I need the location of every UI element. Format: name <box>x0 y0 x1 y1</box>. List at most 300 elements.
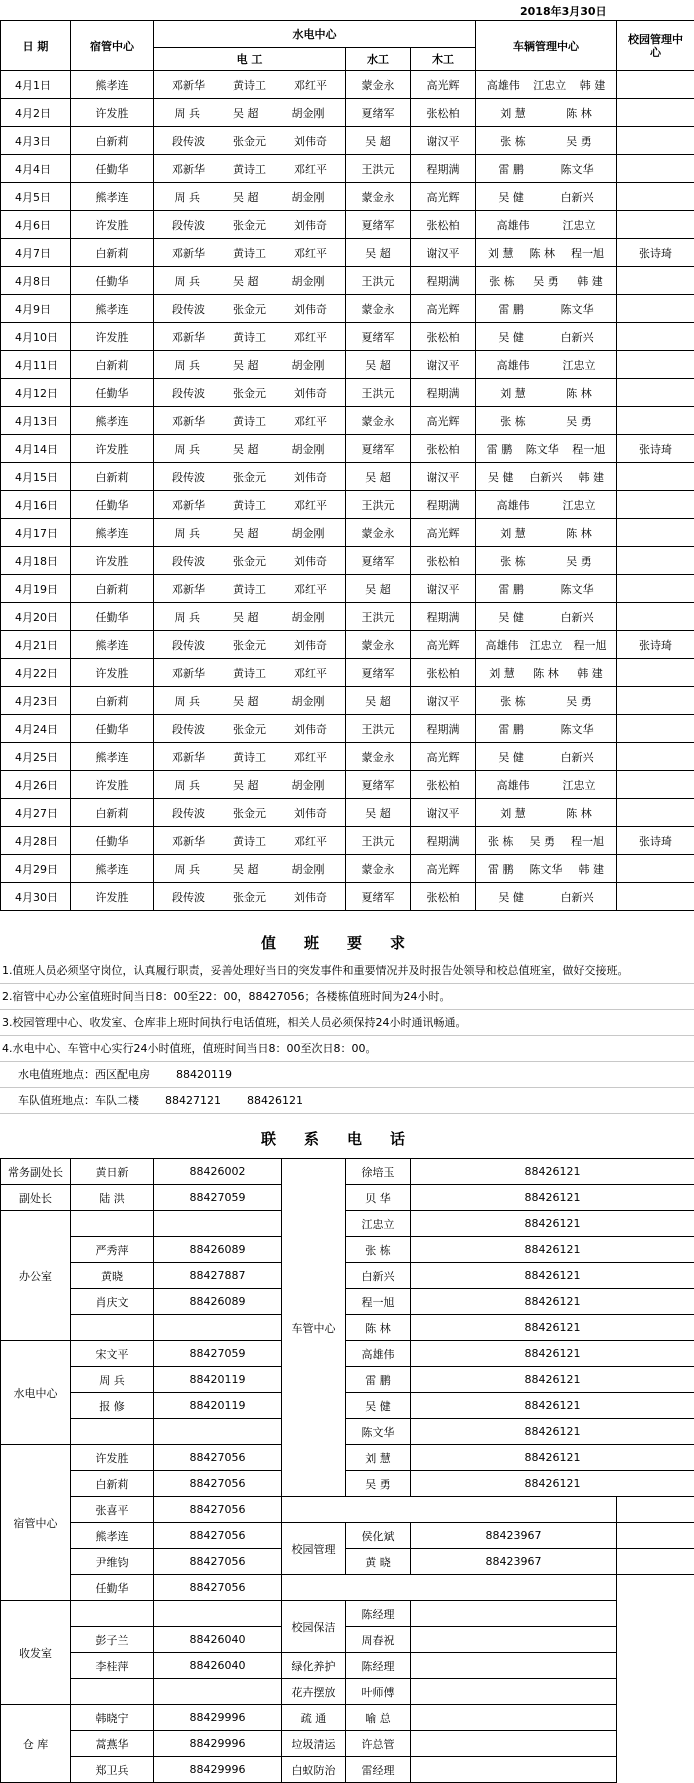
electrician-name: 段传波 <box>172 302 205 316</box>
contact-name: 黄晓 <box>71 1263 154 1289</box>
vehicle-name: 刘 慧 <box>500 526 526 540</box>
row-date: 4月4日 <box>1 155 71 183</box>
row-electricians <box>154 575 346 603</box>
row-plumber: 夏绪军 <box>346 771 411 799</box>
contact-spacer <box>411 1731 617 1757</box>
contact-row <box>1 1211 694 1237</box>
row-plumber: 吴 超 <box>346 575 411 603</box>
table-row <box>1 743 694 771</box>
electrician-name: 胡金刚 <box>291 526 325 540</box>
row-carpenter: 高光辉 <box>411 743 476 771</box>
contact-name: 蒿燕华 <box>71 1731 154 1757</box>
header-carpenter: 木工 <box>411 48 476 71</box>
row-vehicle <box>476 267 617 295</box>
header-plumber: 水工 <box>346 48 411 71</box>
row-vehicle <box>476 715 617 743</box>
row-plumber: 吴 超 <box>346 799 411 827</box>
contact-phone: 88426121 <box>411 1445 694 1471</box>
electrician-name: 胡金刚 <box>291 694 325 708</box>
vehicle-name: 江忠立 <box>562 498 596 512</box>
row-plumber: 蒙金永 <box>346 855 411 883</box>
vehicle-name: 高雄伟 <box>496 498 530 512</box>
contact-name: 陈经理 <box>346 1601 411 1627</box>
row-carpenter: 谢汉平 <box>411 575 476 603</box>
contact-phone <box>154 1211 282 1237</box>
contact-row <box>1 1497 694 1523</box>
electrician-name: 刘伟奇 <box>294 302 327 316</box>
contact-name: 侯化斌 <box>346 1523 411 1549</box>
contact-name: 程一旭 <box>346 1289 411 1315</box>
electrician-name: 邓红平 <box>294 498 327 512</box>
row-dorm: 白新莉 <box>71 799 154 827</box>
contact-name: 白新莉 <box>71 1471 154 1497</box>
row-carpenter: 高光辉 <box>411 71 476 99</box>
electrician-name: 张金元 <box>233 890 266 904</box>
row-plumber: 夏绪军 <box>346 435 411 463</box>
row-campus <box>617 267 694 295</box>
row-date: 4月7日 <box>1 239 71 267</box>
electrician-name: 黄诗工 <box>233 162 266 176</box>
row-vehicle <box>476 323 617 351</box>
duty-rows <box>1 71 694 911</box>
row-vehicle <box>476 659 617 687</box>
row-campus <box>617 771 694 799</box>
contact-phone: 88426089 <box>154 1237 282 1263</box>
row-date: 4月25日 <box>1 743 71 771</box>
row-vehicle <box>476 631 617 659</box>
row-plumber: 夏绪军 <box>346 883 411 911</box>
vehicle-name: 吴 健 <box>488 470 514 484</box>
contact-row <box>1 1367 694 1393</box>
vehicle-name: 张 栋 <box>500 134 526 148</box>
vehicle-name: 刘 慧 <box>488 246 514 260</box>
row-campus <box>617 547 694 575</box>
contact-phone: 88426089 <box>154 1289 282 1315</box>
row-carpenter: 张松柏 <box>411 211 476 239</box>
contact-group-label: 宿管中心 <box>1 1445 71 1601</box>
contact-name: 刘 慧 <box>346 1445 411 1471</box>
contact-phone: 88426040 <box>154 1653 282 1679</box>
vehicle-name: 张 栋 <box>500 414 526 428</box>
row-electricians <box>154 799 346 827</box>
contact-row <box>1 1679 694 1705</box>
row-electricians <box>154 155 346 183</box>
row-plumber: 王洪元 <box>346 155 411 183</box>
vehicle-location-phone-1: 88427121 <box>165 1094 221 1107</box>
row-dorm: 任勤华 <box>71 155 154 183</box>
electrician-name: 邓新华 <box>172 582 205 596</box>
electrician-name: 胡金刚 <box>291 442 325 456</box>
contact-spacer <box>617 1523 694 1549</box>
table-row <box>1 99 694 127</box>
electrician-name: 周 兵 <box>174 610 200 624</box>
row-plumber: 蒙金永 <box>346 743 411 771</box>
row-plumber: 吴 超 <box>346 127 411 155</box>
vehicle-name: 陈文华 <box>560 162 594 176</box>
electrician-name: 黄诗工 <box>233 582 266 596</box>
row-date: 4月24日 <box>1 715 71 743</box>
row-carpenter: 张松柏 <box>411 659 476 687</box>
vehicle-name: 韩 建 <box>577 274 603 288</box>
row-dorm: 任勤华 <box>71 267 154 295</box>
electrician-name: 周 兵 <box>174 106 200 120</box>
row-electricians <box>154 659 346 687</box>
table-row <box>1 491 694 519</box>
contact-phone: 88427056 <box>154 1471 282 1497</box>
contact-group-label: 疏 通 <box>282 1705 346 1731</box>
row-dorm: 熊孝连 <box>71 743 154 771</box>
row-carpenter: 程期满 <box>411 715 476 743</box>
electrician-name: 邓新华 <box>172 414 205 428</box>
row-date: 4月30日 <box>1 883 71 911</box>
vehicle-name: 刘 慧 <box>500 106 526 120</box>
vehicle-name: 高雄伟 <box>496 778 530 792</box>
row-date: 4月27日 <box>1 799 71 827</box>
contact-name: 郑卫兵 <box>71 1757 154 1783</box>
electrician-name: 邓新华 <box>172 246 205 260</box>
row-vehicle <box>476 687 617 715</box>
row-date: 4月14日 <box>1 435 71 463</box>
schedule-date: 2018年3月30日 <box>520 5 607 18</box>
row-carpenter: 谢汉平 <box>411 351 476 379</box>
contact-phone: 88423967 <box>411 1549 617 1575</box>
contact-name: 陈 林 <box>346 1315 411 1341</box>
row-carpenter: 谢汉平 <box>411 127 476 155</box>
row-dorm: 许发胜 <box>71 323 154 351</box>
contact-name: 任勤华 <box>71 1575 154 1601</box>
contact-row <box>1 1341 694 1367</box>
electrician-name: 周 兵 <box>174 694 200 708</box>
row-vehicle <box>476 379 617 407</box>
row-dorm: 任勤华 <box>71 491 154 519</box>
vehicle-name: 吴 健 <box>498 890 524 904</box>
electrician-name: 黄诗工 <box>233 414 266 428</box>
contact-name: 韩晓宁 <box>71 1705 154 1731</box>
row-carpenter: 程期满 <box>411 155 476 183</box>
row-campus <box>617 491 694 519</box>
row-electricians <box>154 603 346 631</box>
vehicle-name: 高雄伟 <box>485 638 519 652</box>
contact-spacer <box>411 1679 617 1705</box>
row-dorm: 熊孝连 <box>71 631 154 659</box>
table-row <box>1 771 694 799</box>
water-location-phone: 88420119 <box>176 1068 232 1081</box>
electrician-name: 张金元 <box>233 302 266 316</box>
row-carpenter: 高光辉 <box>411 631 476 659</box>
row-carpenter: 张松柏 <box>411 99 476 127</box>
row-electricians <box>154 491 346 519</box>
header-date: 日 期 <box>1 21 71 71</box>
electrician-name: 段传波 <box>172 470 205 484</box>
row-electricians <box>154 295 346 323</box>
electrician-name: 胡金刚 <box>291 106 325 120</box>
row-carpenter: 张松柏 <box>411 435 476 463</box>
row-dorm: 任勤华 <box>71 715 154 743</box>
electrician-name: 邓红平 <box>294 834 327 848</box>
water-duty-location <box>0 1062 694 1088</box>
row-dorm: 许发胜 <box>71 99 154 127</box>
vehicle-name: 白新兴 <box>560 750 594 764</box>
row-plumber: 蒙金永 <box>346 295 411 323</box>
electrician-name: 邓新华 <box>172 162 205 176</box>
vehicle-name: 江忠立 <box>562 218 596 232</box>
row-dorm: 白新莉 <box>71 351 154 379</box>
electrician-name: 周 兵 <box>174 274 200 288</box>
electrician-name: 张金元 <box>233 470 266 484</box>
contact-name: 陆 洪 <box>71 1185 154 1211</box>
table-row <box>1 855 694 883</box>
electrician-name: 刘伟奇 <box>294 470 327 484</box>
row-carpenter: 张松柏 <box>411 547 476 575</box>
row-carpenter: 程期满 <box>411 267 476 295</box>
vehicle-name: 陈 林 <box>566 806 592 820</box>
row-carpenter: 谢汉平 <box>411 463 476 491</box>
electrician-name: 段传波 <box>172 134 205 148</box>
row-vehicle <box>476 855 617 883</box>
contact-phone: 88426121 <box>411 1367 694 1393</box>
row-vehicle <box>476 99 617 127</box>
row-plumber: 夏绪军 <box>346 99 411 127</box>
row-campus <box>617 183 694 211</box>
row-dorm: 许发胜 <box>71 771 154 799</box>
vehicle-name: 陈文华 <box>560 722 594 736</box>
table-row <box>1 659 694 687</box>
table-row <box>1 687 694 715</box>
row-vehicle <box>476 491 617 519</box>
row-vehicle <box>476 155 617 183</box>
contact-phone <box>154 1679 282 1705</box>
contact-phone: 88426040 <box>154 1627 282 1653</box>
contact-name <box>71 1315 154 1341</box>
row-campus <box>617 351 694 379</box>
contact-label: 副处长 <box>1 1185 71 1211</box>
row-dorm: 熊孝连 <box>71 407 154 435</box>
contact-row <box>1 1445 694 1471</box>
electrician-name: 邓红平 <box>294 750 327 764</box>
table-row <box>1 603 694 631</box>
table-row <box>1 463 694 491</box>
row-electricians <box>154 883 346 911</box>
row-carpenter: 谢汉平 <box>411 239 476 267</box>
contact-name <box>71 1601 154 1627</box>
row-date: 4月18日 <box>1 547 71 575</box>
vehicle-name: 白新兴 <box>560 330 594 344</box>
contact-name: 陈文华 <box>346 1419 411 1445</box>
row-carpenter: 高光辉 <box>411 183 476 211</box>
row-plumber: 夏绪军 <box>346 659 411 687</box>
electrician-name: 段传波 <box>172 638 205 652</box>
row-plumber: 吴 超 <box>346 239 411 267</box>
row-dorm: 熊孝连 <box>71 855 154 883</box>
row-date: 4月11日 <box>1 351 71 379</box>
row-campus <box>617 715 694 743</box>
row-dorm: 任勤华 <box>71 379 154 407</box>
electrician-name: 周 兵 <box>174 442 200 456</box>
header-vehicle: 车辆管理中心 <box>476 21 617 71</box>
vehicle-name: 陈 林 <box>566 526 592 540</box>
row-campus: 张诗琦 <box>617 239 694 267</box>
electrician-name: 刘伟奇 <box>294 638 327 652</box>
contact-name: 张 栋 <box>346 1237 411 1263</box>
row-electricians <box>154 743 346 771</box>
contact-phone: 88426121 <box>411 1289 694 1315</box>
electrician-name: 张金元 <box>233 218 266 232</box>
vehicle-name: 陈文华 <box>525 442 559 456</box>
vehicle-name: 韩 建 <box>578 862 604 876</box>
vehicle-name: 韩 建 <box>577 666 603 680</box>
electrician-name: 刘伟奇 <box>294 386 327 400</box>
row-campus <box>617 463 694 491</box>
table-row <box>1 71 694 99</box>
electrician-name: 黄诗工 <box>233 834 266 848</box>
contact-name: 许发胜 <box>71 1445 154 1471</box>
row-vehicle <box>476 883 617 911</box>
row-campus <box>617 659 694 687</box>
row-date: 4月1日 <box>1 71 71 99</box>
vehicle-name: 程一旭 <box>571 246 604 260</box>
row-electricians <box>154 435 346 463</box>
vehicle-name: 吴 勇 <box>529 834 555 848</box>
row-campus <box>617 127 694 155</box>
electrician-name: 胡金刚 <box>291 862 325 876</box>
contact-spacer <box>411 1601 617 1627</box>
contact-name: 肖庆文 <box>71 1289 154 1315</box>
vehicle-name: 江忠立 <box>529 638 563 652</box>
electrician-name: 吴 超 <box>233 862 259 876</box>
contact-group-label: 办公室 <box>1 1211 71 1341</box>
electrician-name: 邓新华 <box>172 78 205 92</box>
row-campus <box>617 799 694 827</box>
contact-phone <box>154 1419 282 1445</box>
electrician-name: 张金元 <box>233 806 266 820</box>
header-campus: 校园管理中心 <box>617 21 694 71</box>
vehicle-name: 陈 林 <box>533 666 559 680</box>
row-campus <box>617 211 694 239</box>
row-vehicle <box>476 575 617 603</box>
contact-row <box>1 1289 694 1315</box>
row-date: 4月13日 <box>1 407 71 435</box>
duty-schedule-table <box>0 20 694 911</box>
row-date: 4月6日 <box>1 211 71 239</box>
electrician-name: 吴 超 <box>233 610 259 624</box>
row-dorm: 白新莉 <box>71 575 154 603</box>
contact-spacer <box>617 1549 694 1575</box>
contact-phone: 88426121 <box>411 1211 694 1237</box>
row-vehicle <box>476 603 617 631</box>
vehicle-name: 吴 健 <box>498 750 524 764</box>
contact-phone: 88427056 <box>154 1549 282 1575</box>
contacts-title: 联系电话 <box>260 1130 433 1148</box>
table-row <box>1 267 694 295</box>
row-plumber: 蒙金永 <box>346 407 411 435</box>
row-electricians <box>154 463 346 491</box>
contact-name <box>71 1211 154 1237</box>
row-vehicle <box>476 351 617 379</box>
contact-group-label: 仓 库 <box>1 1705 71 1783</box>
table-row <box>1 799 694 827</box>
requirement-2: 2.宿管中心办公室值班时间当日8：00至22：00，88427056；各楼栋值班时间为24小时。 <box>0 984 694 1010</box>
vehicle-name: 吴 勇 <box>566 694 592 708</box>
row-vehicle <box>476 407 617 435</box>
vehicle-name: 程一旭 <box>573 638 607 652</box>
row-plumber: 吴 超 <box>346 463 411 491</box>
row-date: 4月17日 <box>1 519 71 547</box>
vehicle-name: 程一旭 <box>572 442 606 456</box>
row-electricians <box>154 519 346 547</box>
contact-row <box>1 1705 694 1731</box>
contact-name <box>71 1419 154 1445</box>
requirements-title: 值班要求 <box>260 934 433 952</box>
contact-phone: 88426121 <box>411 1393 694 1419</box>
row-date: 4月22日 <box>1 659 71 687</box>
contact-phone: 88427056 <box>154 1445 282 1471</box>
contact-phone: 88427056 <box>154 1523 282 1549</box>
row-plumber: 蒙金永 <box>346 71 411 99</box>
table-row <box>1 323 694 351</box>
vehicle-name: 雷 鹏 <box>486 442 513 456</box>
contact-spacer <box>282 1497 617 1523</box>
vehicle-name: 陈 林 <box>529 246 555 260</box>
row-vehicle <box>476 239 617 267</box>
row-campus <box>617 323 694 351</box>
row-vehicle <box>476 827 617 855</box>
vehicle-name: 刘 慧 <box>500 386 526 400</box>
row-electricians <box>154 71 346 99</box>
row-electricians <box>154 715 346 743</box>
vehicle-name: 陈 林 <box>566 106 592 120</box>
requirements-section <box>0 958 694 1114</box>
electrician-name: 吴 超 <box>233 358 259 372</box>
row-dorm: 白新莉 <box>71 463 154 491</box>
contacts-rows <box>1 1159 694 1783</box>
contact-name: 江忠立 <box>346 1211 411 1237</box>
contact-row <box>1 1757 694 1783</box>
electrician-name: 刘伟奇 <box>294 134 327 148</box>
contact-name: 白新兴 <box>346 1263 411 1289</box>
contact-phone: 88426121 <box>411 1471 694 1497</box>
electrician-name: 周 兵 <box>174 358 200 372</box>
row-date: 4月16日 <box>1 491 71 519</box>
row-dorm: 熊孝连 <box>71 183 154 211</box>
row-carpenter: 高光辉 <box>411 519 476 547</box>
row-dorm: 许发胜 <box>71 883 154 911</box>
row-carpenter: 高光辉 <box>411 855 476 883</box>
row-date: 4月10日 <box>1 323 71 351</box>
row-electricians <box>154 379 346 407</box>
contact-phone: 88426002 <box>154 1159 282 1185</box>
vehicle-name: 吴 勇 <box>566 554 592 568</box>
vehicle-name: 雷 鹏 <box>488 862 514 876</box>
row-date: 4月21日 <box>1 631 71 659</box>
contact-row <box>1 1627 694 1653</box>
contact-name: 严秀萍 <box>71 1237 154 1263</box>
vehicle-name: 白新兴 <box>529 470 563 484</box>
row-plumber: 夏绪军 <box>346 547 411 575</box>
contact-name: 彭子兰 <box>71 1627 154 1653</box>
vehicle-name: 吴 勇 <box>566 414 592 428</box>
electrician-name: 邓新华 <box>172 834 205 848</box>
row-campus <box>617 743 694 771</box>
contact-group-label: 绿化养护 <box>282 1653 346 1679</box>
row-campus <box>617 603 694 631</box>
vehicle-name: 陈文华 <box>560 582 594 596</box>
table-row <box>1 519 694 547</box>
vehicle-name: 吴 健 <box>498 190 524 204</box>
table-row <box>1 239 694 267</box>
row-dorm: 许发胜 <box>71 547 154 575</box>
row-vehicle <box>476 547 617 575</box>
row-carpenter: 高光辉 <box>411 295 476 323</box>
